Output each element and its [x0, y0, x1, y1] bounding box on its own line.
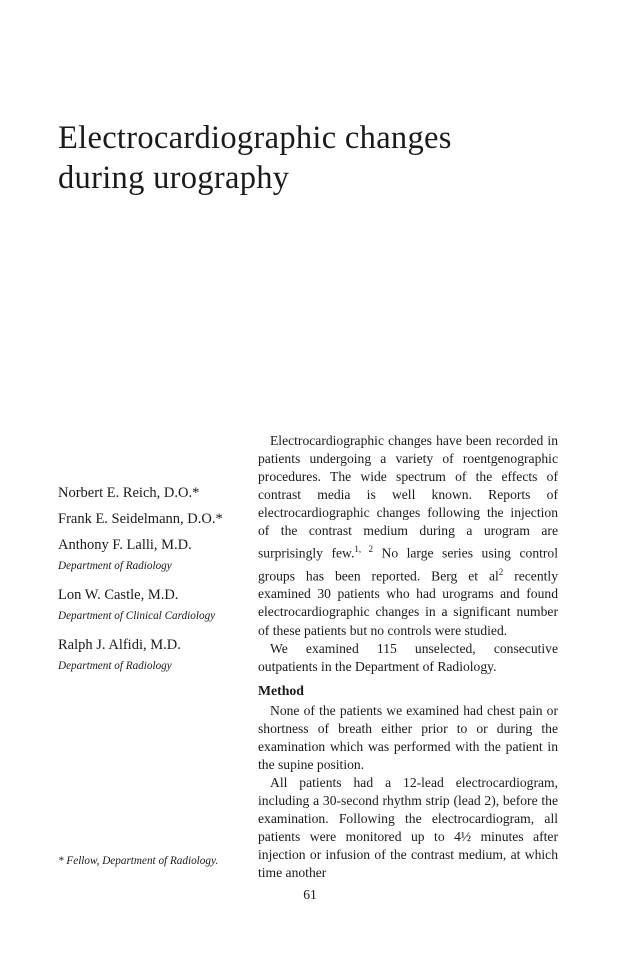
author-reich: Norbert E. Reich, D.O.* [58, 485, 200, 501]
patients-paragraph: We examined 115 unselected, consecutive outpatients in the Department of Radiology. [258, 640, 558, 674]
article-title [58, 118, 452, 198]
department-radiology-2: Department of Radiology [58, 660, 172, 672]
method-paragraph-2: All patients had a 12-lead electrocardiogram, including a 30-second rhythm strip (lead 2), before the examination. Following the electrocardiogram, all patients were monitored up to 4½ minutes after injection or infusion of the contrast medium, at which time another [258, 774, 558, 881]
intro-paragraph [258, 432, 558, 640]
intro-text: Electrocardiographic changes have been recorded in patients undergoing a variety of roentgenographic procedures. The wide spectrum of the effects of contrast media is well known. Reports of electrocardiographic changes following the injection of the contrast medium during a urogram are surprisingly few. [258, 433, 558, 561]
department-cardiology: Department of Clinical Cardiology [58, 610, 216, 622]
title-line-2: during urography [58, 160, 290, 196]
title-line-1: Electrocardiographic changes [58, 120, 452, 156]
method-paragraph-1: None of the patients we examined had chest pain or shortness of breath either prior to or during the examination which was performed with the patient in the supine position. [258, 702, 558, 772]
article-body [258, 432, 558, 882]
department-radiology: Department of Radiology [58, 560, 172, 572]
method-heading: Method [258, 682, 304, 698]
page-number: 61 [303, 887, 317, 902]
ref-superscript-2: 2 [498, 566, 504, 577]
author-lalli: Anthony F. Lalli, M.D. [58, 537, 192, 553]
author-castle: Lon W. Castle, M.D. [58, 587, 179, 603]
author-footnote: * Fellow, Department of Radiology. [58, 855, 219, 867]
intro-text-cont: No large series using control groups has been reported. Berg et al [258, 545, 558, 584]
author-alfidi: Ralph J. Alfidi, M.D. [58, 637, 181, 653]
intro-text-end: recently examined 30 patients who had urograms and found electrocardiographic changes in a significant number of these patients but no controls were studied. [258, 568, 558, 638]
author-list [58, 484, 243, 686]
ref-superscript: 1, 2 [354, 544, 373, 555]
author-seidelmann: Frank E. Seidelmann, D.O.* [58, 511, 223, 527]
